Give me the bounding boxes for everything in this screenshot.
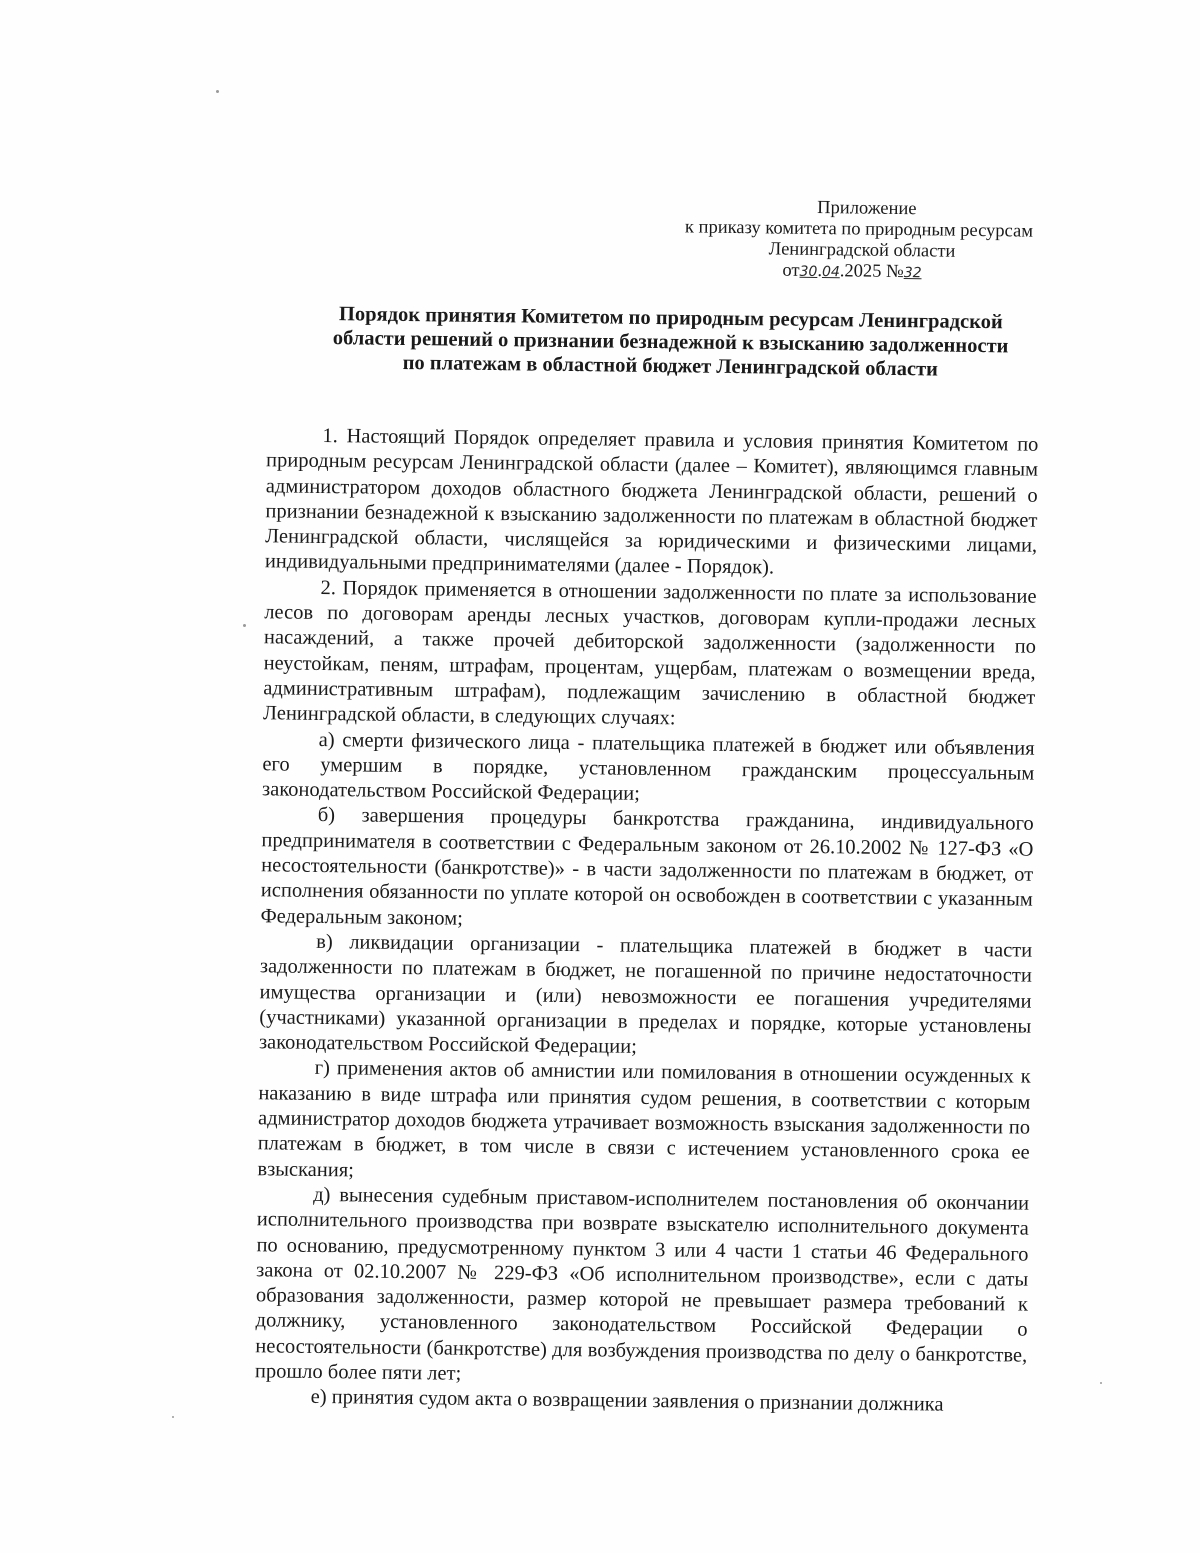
date-prefix: от	[782, 260, 800, 281]
subitem-d: д) вынесения судебным приставом-исполнителем постановления об окончании исполнительного производства при возврате взыскателю исполнительного документа по основанию, предусмотренному пунктом 3 или 4 части 1 статьи 46 Федерального закона от 02.10.2007 № 229-ФЗ «Об исполнительном производстве», если с даты образования задолженности, размер которой не превышает размера требований к должнику, установленного законодательством Российской Федерации о несостоятельности (банкротстве) для возбуждения производства по делу о банкротстве, прошло более пяти лет;	[254, 1183, 1030, 1385]
handwritten-month: 04	[821, 264, 840, 281]
scan-speck	[172, 1416, 174, 1418]
title-line: области решений о признании безнадежной к взысканию задолженности	[332, 327, 1009, 358]
paragraph-2: 2. Порядок применяется в отношении задолженности по плате за использование лесов по договорам аренды лесных участков, договорам купли-продажи лесных насаждений, а также прочей дебиторской задолженности (задолженности по неустойкам, пеням, штрафам, процентам, ущербам, платежам о возмещении вреда, административным штрафам), подлежащим зачислению в областной бюджет Ленинградской области, в следующих случаях:	[262, 576, 1037, 730]
appendix-label: Приложение	[817, 197, 917, 220]
title-line: по платежам в областной бюджет Ленинградской области	[402, 351, 939, 381]
date-separator: .	[817, 261, 823, 282]
scan-speck	[1100, 1382, 1102, 1384]
subitem-e: е) принятия судом акта о возвращении заявления о признании должника	[310, 1386, 944, 1416]
appendix-region: Ленинградской области	[768, 239, 956, 262]
paragraph-1: 1. Настоящий Порядок определяет правила и условия принятия Комитетом по природным ресурсам Ленинградской области (далее – Комитет), являющимся главным администратором доходов областного бюджета Ленинградской области, решений о признании безнадежной к взысканию задолженности по платежам в областной бюджет Ленинградской области, числящейся за юридическими и физическими лицами, индивидуальными предпринимателями (далее - Порядок).	[264, 424, 1039, 579]
handwritten-order-number: 32	[903, 265, 922, 282]
document-body	[255, 423, 1039, 1419]
scan-speck	[243, 624, 246, 627]
subitem-a: а) смерти физического лица - плательщика платежей в бюджет или объявления его умершим в порядке, установленном гражданским процессуальным законодательством Российской Федерации;	[261, 728, 1035, 806]
scan-speck	[216, 90, 219, 93]
appendix-order-reference: к приказу комитета по природным ресурсам	[684, 217, 1034, 242]
appendix-header	[646, 196, 1067, 286]
subitem-v: в) ликвидации организации - плательщика платежей в бюджет в части задолженности по платежам в бюджет, не погашенной по причине недостаточности имущества организации и (или) невозможности ее погашения учредителями (участниками) указанной организации в пределах и порядке, которые установлены законодательством Российской Федерации;	[258, 930, 1033, 1058]
subitem-b: б) завершения процедуры банкротства гражданина, индивидуального предпринимателя в соответствии с Федеральным законом от 26.10.2002 № 127-ФЗ «О несостоятельности (банкротстве)» - в части задолженности по платежам в бюджет, от исполнения обязанности по уплате которой он освобожден в соответствии с указанным Федеральным законом;	[260, 804, 1034, 930]
appendix-date-line	[646, 259, 1066, 286]
subitem-g: г) применения актов об амнистии или помилования в отношении осужденных к наказанию в виде штрафа или принятия судом решения, в соответствии с которым администратор доходов бюджета утрачивает возможность взыскания задолженности по платежам в бюджет, в том числе в связи с истечением установленного срока ее взыскания;	[257, 1057, 1031, 1182]
date-year-number-label: .2025 №	[839, 261, 904, 283]
document-title	[260, 301, 1081, 383]
title-line: Порядок принятия Комитетом по природным ресурсам Ленинградской	[338, 303, 1003, 334]
handwritten-day: 30	[799, 263, 818, 281]
